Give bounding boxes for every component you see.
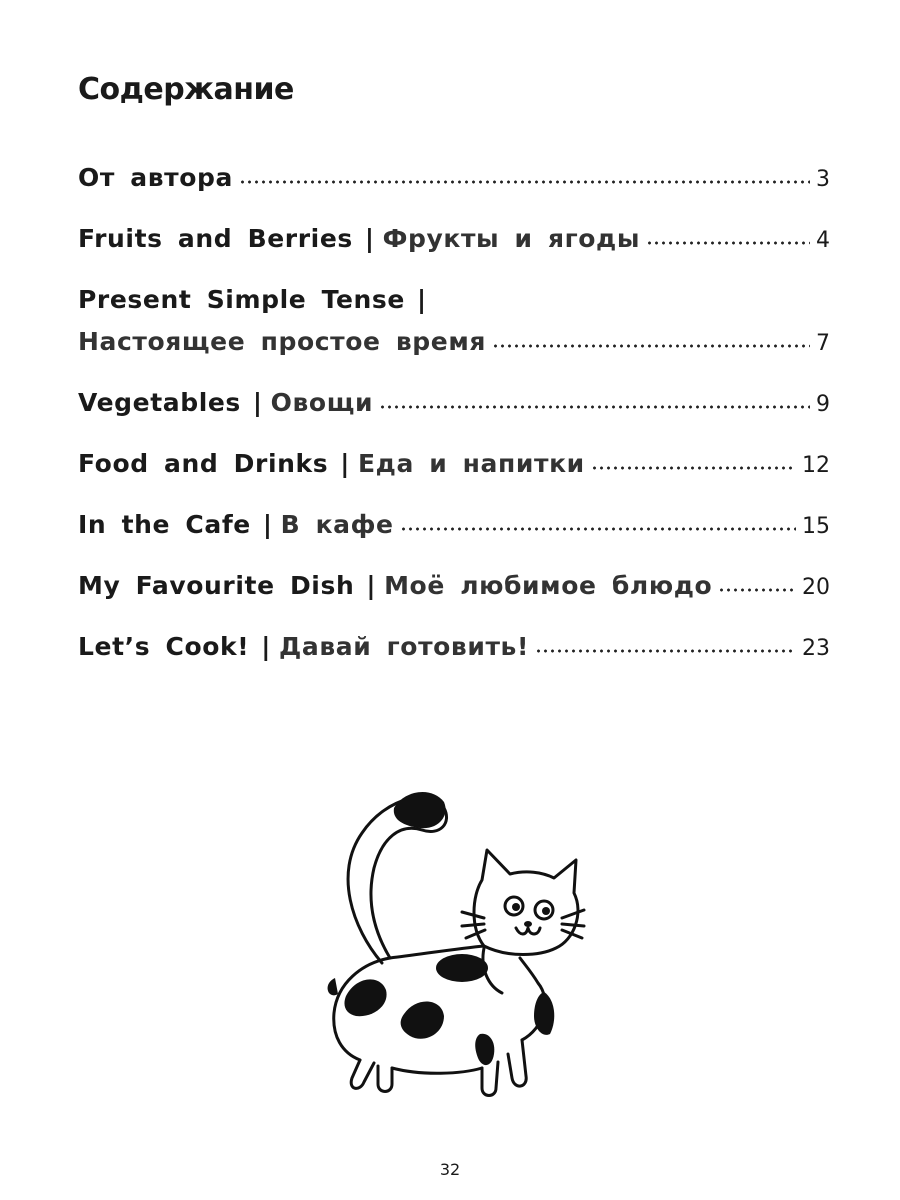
toc-entry-title-ru: Давай готовить! [278,632,529,661]
toc-entry-title-ru: В кафе [280,510,394,539]
dot-leader [239,180,810,184]
table-of-contents [78,160,830,690]
toc-entry-from-author[interactable] [78,160,830,196]
toc-separator: | [366,571,377,600]
toc-entry-title-en: Present Simple Tense [78,285,405,314]
toc-entry-in-the-cafe[interactable] [78,507,830,543]
dot-leader [379,405,810,409]
toc-entry-title-ru: Моё любимое блюдо [384,571,713,600]
toc-entry-title: От автора [78,163,233,192]
toc-separator: | [416,285,427,314]
toc-separator: | [262,510,273,539]
toc-entry-title-en: In the Cafe [78,510,251,539]
toc-entry-title-ru: Еда и напитки [357,449,585,478]
toc-page-number: 7 [816,331,830,356]
toc-entry-vegetables[interactable] [78,385,830,421]
toc-entry-title-en: Fruits and Berries [78,224,353,253]
cat-illustration-icon [312,778,612,1108]
toc-entry-food-and-drinks[interactable] [78,446,830,482]
toc-page-number: 3 [816,167,830,192]
toc-entry-title-en: Food and Drinks [78,449,329,478]
toc-entry-my-favourite-dish[interactable] [78,568,830,604]
toc-page-number: 4 [816,228,830,253]
toc-separator: | [340,449,350,478]
toc-entry-title-ru: Овощи [270,388,374,417]
dot-leader [400,527,796,531]
toc-page-number: 15 [802,514,830,539]
toc-separator: | [252,388,263,417]
toc-page-number: 20 [802,575,830,600]
toc-separator: | [364,224,375,253]
dot-leader [492,344,810,348]
toc-entry-title-ru: Настоящее простое время [78,327,487,356]
dot-leader [718,588,796,592]
toc-entry-title-en: Vegetables [78,388,241,417]
toc-entry-title-ru: Фрукты и ягоды [382,224,641,253]
toc-entry-fruits-and-berries[interactable] [78,221,830,257]
page-number: 32 [439,1160,461,1179]
toc-entry-lets-cook[interactable] [78,629,830,665]
dot-leader [646,241,810,245]
toc-entry-title-en: Let’s Cook! [78,632,250,661]
toc-entry-title-en: My Favourite Dish [78,571,355,600]
toc-page-number: 23 [802,636,830,661]
dot-leader [535,649,796,653]
page-title: Содержание [78,72,294,107]
toc-page-number: 12 [802,453,830,478]
dot-leader [591,466,796,470]
toc-separator: | [261,632,271,661]
toc-page-number: 9 [816,392,830,417]
toc-entry-present-simple-tense[interactable] [78,282,830,360]
